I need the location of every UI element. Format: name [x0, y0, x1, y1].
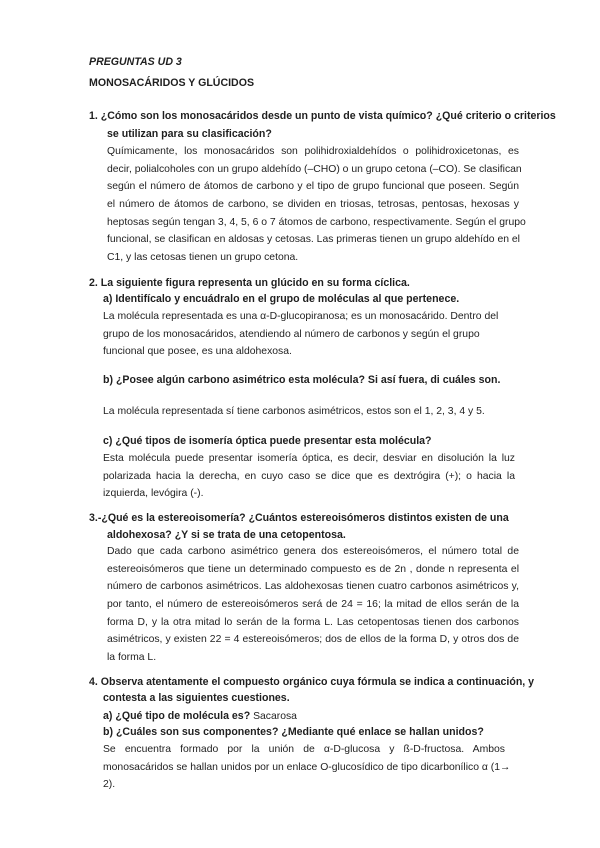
q2c-answer-line: polarizada hacia la derecha, en cuyo caso se dice que es dextrógira (+); o hacia la [103, 470, 515, 482]
q4a-question: a) ¿Qué tipo de molécula es? [103, 710, 251, 722]
q2c-answer [103, 450, 515, 503]
doc-header-title: PREGUNTAS UD 3 [89, 56, 182, 68]
q4-answer-line: 2). [103, 779, 116, 791]
q3-answer-line: forma D, y la otra mitad lo serán de la forma L. Las cetopentosas tienen dos carbonos [107, 616, 519, 628]
q1-answer-line: funcional, se clasifican en aldosas y cetosas. Las primeras tienen un grupo aldehído en el [107, 234, 520, 246]
q4a-answer: Sacarosa [253, 711, 297, 722]
q2a-answer-line: grupo de los monosacáridos, atendiendo al número de carbonos y según el grupo [103, 328, 480, 340]
q4-question-line2: contesta a las siguientes cuestiones. [103, 692, 290, 704]
q4b-question: b) ¿Cuáles son sus componentes? ¿Mediante qué enlace se hallan unidos? [103, 726, 484, 738]
q2a-question: a) Identifícalo y encuádralo en el grupo de moléculas al que pertenece. [103, 293, 460, 305]
q1-answer-line: heptosas según tengan 3, 4, 5, 6 o 7 átomos de carbono, respectivamente. Según el grupo [107, 216, 526, 228]
q1-answer-line: según el número de átomos de carbono y el tipo de grupo funcional que poseen. Según [107, 181, 519, 193]
q3-answer-line: número de carbonos asimétricos. Las aldohexosas tienen cuatro carbonos asimétricos y, [107, 581, 519, 593]
q4a-row [103, 710, 297, 722]
q1-answer-line: el número de átomos de carbono, se dividen en triosas, tetrosas, pentosas, hexosas y [107, 199, 519, 211]
q2a-answer-line: funcional que posee, es una aldohexosa. [103, 346, 292, 358]
q1-question-line1: 1. ¿Cómo son los monosacáridos desde un punto de vista químico? ¿Qué criterio o criterios [89, 110, 556, 122]
doc-subtitle: MONOSACÁRIDOS Y GLÚCIDOS [89, 77, 255, 89]
q2c-answer-line: izquierda, levógira (-). [103, 488, 204, 500]
q3-answer-line: Dado que cada carbono asimétrico genera dos estereoisómeros, el número total de [107, 546, 519, 557]
q1-answer-line: C1, y las cetosas tienen un grupo cetona. [107, 252, 299, 264]
q4-answer-line: monosacáridos se hallan unidos por un enlace O-glucosídico de tipo dicarbonílico α (1→ [103, 761, 511, 773]
q3-answer-line: asimétricos, y existen 22 = 4 estereoisómeros; dos de ellos de la forma D, y otros dos de [107, 634, 519, 646]
q3-question-line2: aldohexosa? ¿Y si se trata de una cetopentosa. [107, 529, 346, 541]
q1-answer-line: decir, polialcoholes con un grupo aldehído (–CHO) o un grupo cetona (–CO). Se clasifican [107, 163, 522, 175]
q4-answer-line: Se encuentra formado por la unión de α-D-glucosa y ß-D-fructosa. Ambos [103, 744, 505, 755]
q2b-answer [103, 403, 485, 421]
q1-answer-line: Químicamente, los monosacáridos son polihidroxialdehídos o polihidroxicetonas, es [107, 146, 519, 157]
q2b-answer-line: La molécula representada sí tiene carbonos asimétricos, estos son el 1, 2, 3, 4 y 5. [103, 406, 485, 417]
q3-question-line1: 3.-¿Qué es la estereoisomería? ¿Cuántos estereoisómeros distintos existen de una [89, 512, 509, 524]
q3-answer-line: la forma L. [107, 652, 157, 664]
q2b-question: b) ¿Posee algún carbono asimétrico esta molécula? Si así fuera, di cuáles son. [103, 374, 501, 386]
q3-answer [107, 543, 519, 667]
q1-question-line2: se utilizan para su clasificación? [107, 128, 272, 140]
q1-answer [107, 143, 526, 267]
q2-question: 2. La siguiente figura representa un glúcido en su forma cíclica. [89, 277, 410, 289]
q2a-answer [103, 308, 505, 361]
q2a-answer-line: La molécula representada es una α-D-glucopiranosa; es un monosacárido. Dentro del [103, 311, 499, 322]
q3-answer-line: por tanto, el número de estereoisómeros será de 24 = 16; la mitad de ellos serán de la [107, 599, 519, 611]
q2c-answer-line: Esta molécula puede presentar isomería óptica, es decir, desviar en disolución la luz [103, 453, 515, 464]
q4-question-line1: 4. Observa atentamente el compuesto orgánico cuya fórmula se indica a continuación, y [89, 676, 535, 688]
q4-answer [103, 741, 511, 794]
q2c-question: c) ¿Qué tipos de isomería óptica puede presentar esta molécula? [103, 435, 432, 447]
q3-answer-line: estereoisómeros que tiene un determinado compuesto es de 2n , donde n representa el [107, 563, 519, 575]
